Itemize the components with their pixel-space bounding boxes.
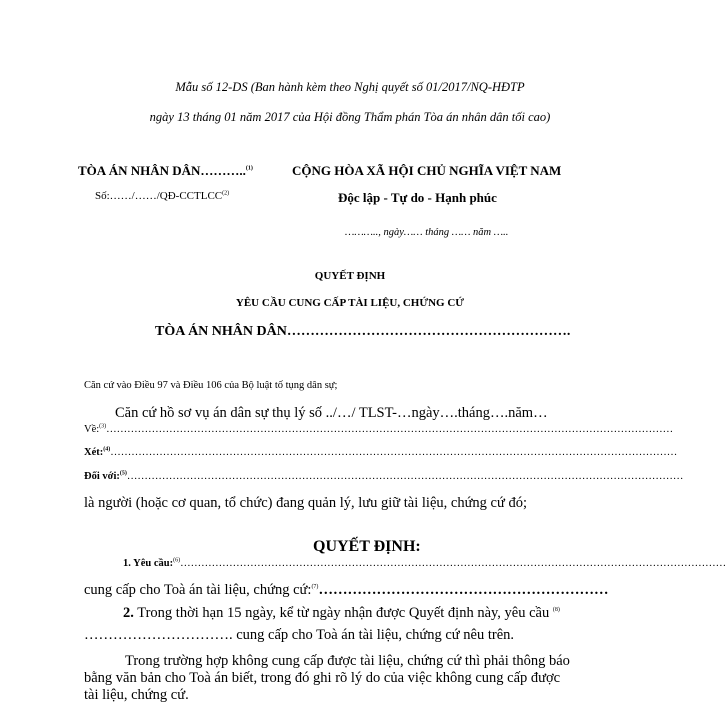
item-1-documents-text: cung cấp cho Toà án tài liệu, chứng cứ: — [84, 582, 312, 598]
court-name-text: TÒA ÁN NHÂN DÂN……….. — [78, 163, 246, 178]
item-2-deadline — [123, 605, 560, 622]
field-xet — [84, 446, 678, 458]
field-doi-voi — [84, 470, 684, 482]
field-ve-dots: ……………………………………………………………………………………………………………………………………………… — [106, 424, 674, 435]
court-name — [78, 163, 253, 179]
paragraph-line-1: Trong trường hợp không cung cấp được tài liệu, chứng cứ thì phải thông báo — [125, 653, 570, 669]
footnote-5: (5) — [119, 470, 127, 477]
item-2-text: Trong thời hạn 15 ngày, kể từ ngày nhận được Quyết định này, yêu cầu — [133, 605, 550, 621]
field-xet-dots: ……………………………………………………………………………………………………………………………………………… — [110, 447, 678, 458]
paragraph-line-3: tài liệu, chứng cứ. — [84, 687, 189, 703]
footnote-3: (3) — [99, 423, 107, 430]
field-ve-label: Về: — [84, 424, 100, 435]
holder-line: là người (hoặc cơ quan, tổ chức) đang quản lý, lưu giữ tài liệu, chứng cứ đó; — [84, 495, 528, 511]
footnote-2: (2) — [222, 190, 230, 197]
form-note-line-2: ngày 13 tháng 01 năm 2017 của Hội đồng Thẩm phán Tòa án nhân dân tối cao) — [149, 110, 551, 124]
item-1-documents — [84, 582, 609, 599]
item-2-line-2 — [84, 627, 514, 644]
item-2-dots: …………………………. — [84, 627, 233, 643]
field-doi-voi-label: Đối với: — [84, 471, 120, 482]
footnote-7: (7) — [311, 584, 319, 591]
form-note-line-1: Mẫu số 12-DS (Ban hành kèm theo Nghị quyết số 01/2017/NQ-HĐTP — [175, 80, 525, 94]
item-2-line-2-text: cung cấp cho Toà án tài liệu, chứng cứ nêu trên. — [232, 627, 515, 643]
case-basis: Căn cứ hồ sơ vụ án dân sự thụ lý số ../…/ TLST-…ngày….tháng….năm… — [115, 405, 548, 421]
nation-name: CỘNG HÒA XÃ HỘI CHỦ NGHĨA VIỆT NAM — [292, 163, 562, 178]
paragraph-line-2: bằng văn bản cho Toà án biết, trong đó ghi rõ lý do của việc không cung cấp được — [84, 670, 561, 686]
item-1-label: 1. Yêu cầu: — [123, 558, 174, 569]
decision-heading: QUYẾT ĐỊNH: — [313, 538, 421, 555]
decision-number-text: Số:……/……/QĐ-CCTLCC — [95, 190, 223, 202]
legal-basis: Căn cứ vào Điều 97 và Điều 106 của Bộ luật tố tụng dân sự; — [84, 380, 338, 391]
footnote-6: (6) — [173, 557, 181, 564]
item-1-request — [123, 557, 726, 569]
item-2-number: 2. — [123, 605, 134, 621]
item-1-documents-dots: …………………………………………………… — [318, 582, 609, 598]
decision-number — [95, 190, 229, 202]
field-xet-label: Xét: — [84, 447, 104, 458]
date-line: ……….., ngày…… tháng …… năm ….. — [345, 227, 509, 238]
decision-title: QUYẾT ĐỊNH — [314, 270, 386, 282]
footnote-1: (1) — [245, 165, 253, 172]
field-ve — [84, 423, 674, 435]
decision-subject: YÊU CẦU CUNG CẤP TÀI LIỆU, CHỨNG CỨ — [235, 297, 465, 309]
footnote-8: (8) — [552, 607, 560, 614]
footnote-4: (4) — [103, 446, 111, 453]
field-doi-voi-dots: …………………………………………………………………………………………………………………………………………… — [126, 471, 684, 482]
item-1-dots: ………………………………………………………………………………………………………………………………………… — [180, 558, 726, 569]
issuing-court-line: TÒA ÁN NHÂN DÂN……………………………………………………. — [155, 324, 571, 339]
national-motto: Độc lập - Tự do - Hạnh phúc — [338, 190, 497, 205]
